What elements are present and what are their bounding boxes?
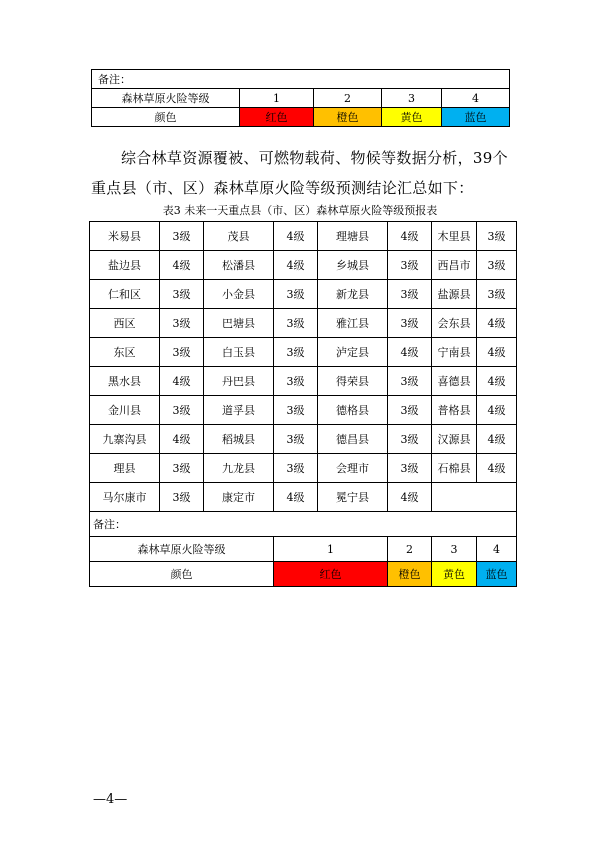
color-swatch-orange: 橙色 <box>388 562 432 587</box>
county-name: 宁南县 <box>432 338 477 367</box>
risk-level: 3级 <box>388 280 432 309</box>
level-3: 3 <box>382 89 442 108</box>
county-name: 西区 <box>90 309 160 338</box>
forecast-table <box>89 221 517 587</box>
risk-level: 3级 <box>477 251 517 280</box>
risk-level: 3级 <box>274 367 318 396</box>
note-label: 备注： <box>90 512 517 537</box>
county-name: 西昌市 <box>432 251 477 280</box>
county-name: 新龙县 <box>318 280 388 309</box>
color-swatch-blue: 蓝色 <box>442 108 510 127</box>
county-name: 泸定县 <box>318 338 388 367</box>
risk-level: 3级 <box>274 338 318 367</box>
county-name: 德昌县 <box>318 425 388 454</box>
county-name: 理塘县 <box>318 222 388 251</box>
level-3: 3 <box>432 537 477 562</box>
table-row <box>90 338 517 367</box>
color-swatch-blue: 蓝色 <box>477 562 517 587</box>
county-name: 盐边县 <box>90 251 160 280</box>
color-label: 颜色 <box>92 108 240 127</box>
county-name: 茂县 <box>204 222 274 251</box>
county-name: 松潘县 <box>204 251 274 280</box>
risk-level: 4级 <box>388 222 432 251</box>
level-1: 1 <box>274 537 388 562</box>
level-1: 1 <box>240 89 314 108</box>
level-2: 2 <box>388 537 432 562</box>
risk-level: 4级 <box>388 338 432 367</box>
note-label: 备注： <box>92 70 510 89</box>
risk-level: 3级 <box>274 309 318 338</box>
level-4: 4 <box>442 89 510 108</box>
county-name: 仁和区 <box>90 280 160 309</box>
risk-level: 3级 <box>388 309 432 338</box>
county-name: 九寨沟县 <box>90 425 160 454</box>
county-name: 东区 <box>90 338 160 367</box>
color-swatch-red: 红色 <box>240 108 314 127</box>
table-row <box>90 367 517 396</box>
risk-level: 4级 <box>160 251 204 280</box>
level-label: 森林草原火险等级 <box>90 537 274 562</box>
county-name: 道孚县 <box>204 396 274 425</box>
color-swatch-red: 红色 <box>274 562 388 587</box>
risk-level: 3级 <box>160 309 204 338</box>
risk-level: 3级 <box>160 454 204 483</box>
county-name: 黑水县 <box>90 367 160 396</box>
page-number: —4— <box>93 792 128 807</box>
table-row <box>90 222 517 251</box>
level-2: 2 <box>314 89 382 108</box>
color-label: 颜色 <box>90 562 274 587</box>
level-4: 4 <box>477 537 517 562</box>
county-name: 理县 <box>90 454 160 483</box>
table-row <box>90 309 517 338</box>
risk-level: 4级 <box>477 338 517 367</box>
table-row <box>90 280 517 309</box>
county-name: 德格县 <box>318 396 388 425</box>
county-name: 巴塘县 <box>204 309 274 338</box>
risk-level: 3级 <box>160 338 204 367</box>
risk-level: 4级 <box>388 483 432 512</box>
risk-level: 3级 <box>160 222 204 251</box>
risk-level: 3级 <box>388 425 432 454</box>
risk-level: 4级 <box>477 396 517 425</box>
risk-level: 3级 <box>274 280 318 309</box>
risk-level: 3级 <box>160 396 204 425</box>
color-swatch-yellow: 黄色 <box>382 108 442 127</box>
county-name: 木里县 <box>432 222 477 251</box>
color-swatch-yellow: 黄色 <box>432 562 477 587</box>
color-swatch-orange: 橙色 <box>314 108 382 127</box>
county-name: 会理市 <box>318 454 388 483</box>
risk-level: 3级 <box>477 280 517 309</box>
summary-paragraph: 综合林草资源覆被、可燃物载荷、物候等数据分析，39个重点县（市、区）森林草原火险等级预测结论汇总如下： <box>91 149 508 197</box>
risk-level: 4级 <box>274 222 318 251</box>
table-row <box>90 483 517 512</box>
table-row <box>90 396 517 425</box>
county-name: 白玉县 <box>204 338 274 367</box>
table-row <box>90 425 517 454</box>
risk-level: 4级 <box>477 425 517 454</box>
county-name: 金川县 <box>90 396 160 425</box>
risk-level: 4级 <box>160 367 204 396</box>
legend-table-top <box>91 69 510 127</box>
county-name: 乡城县 <box>318 251 388 280</box>
county-name: 会东县 <box>432 309 477 338</box>
empty-cell <box>432 483 517 512</box>
table-row <box>90 251 517 280</box>
risk-level: 4级 <box>477 309 517 338</box>
county-name: 盐源县 <box>432 280 477 309</box>
county-name: 得荣县 <box>318 367 388 396</box>
county-name: 喜德县 <box>432 367 477 396</box>
table-row <box>90 454 517 483</box>
county-name: 稻城县 <box>204 425 274 454</box>
risk-level: 3级 <box>388 367 432 396</box>
county-name: 冕宁县 <box>318 483 388 512</box>
county-name: 米易县 <box>90 222 160 251</box>
risk-level: 3级 <box>477 222 517 251</box>
table-caption: 表3 未来一天重点县（市、区）森林草原火险等级预报表 <box>162 204 438 217</box>
risk-level: 3级 <box>388 396 432 425</box>
county-name: 普格县 <box>432 396 477 425</box>
county-name: 马尔康市 <box>90 483 160 512</box>
risk-level: 3级 <box>160 280 204 309</box>
risk-level: 4级 <box>274 483 318 512</box>
risk-level: 4级 <box>160 425 204 454</box>
risk-level: 4级 <box>477 454 517 483</box>
risk-level: 3级 <box>274 454 318 483</box>
county-name: 康定市 <box>204 483 274 512</box>
risk-level: 3级 <box>274 425 318 454</box>
risk-level: 4级 <box>274 251 318 280</box>
risk-level: 3级 <box>160 483 204 512</box>
county-name: 雅江县 <box>318 309 388 338</box>
risk-level: 3级 <box>388 454 432 483</box>
risk-level: 3级 <box>388 251 432 280</box>
risk-level: 4级 <box>477 367 517 396</box>
county-name: 丹巴县 <box>204 367 274 396</box>
level-label: 森林草原火险等级 <box>92 89 240 108</box>
risk-level: 3级 <box>274 396 318 425</box>
county-name: 小金县 <box>204 280 274 309</box>
county-name: 汉源县 <box>432 425 477 454</box>
county-name: 九龙县 <box>204 454 274 483</box>
county-name: 石棉县 <box>432 454 477 483</box>
